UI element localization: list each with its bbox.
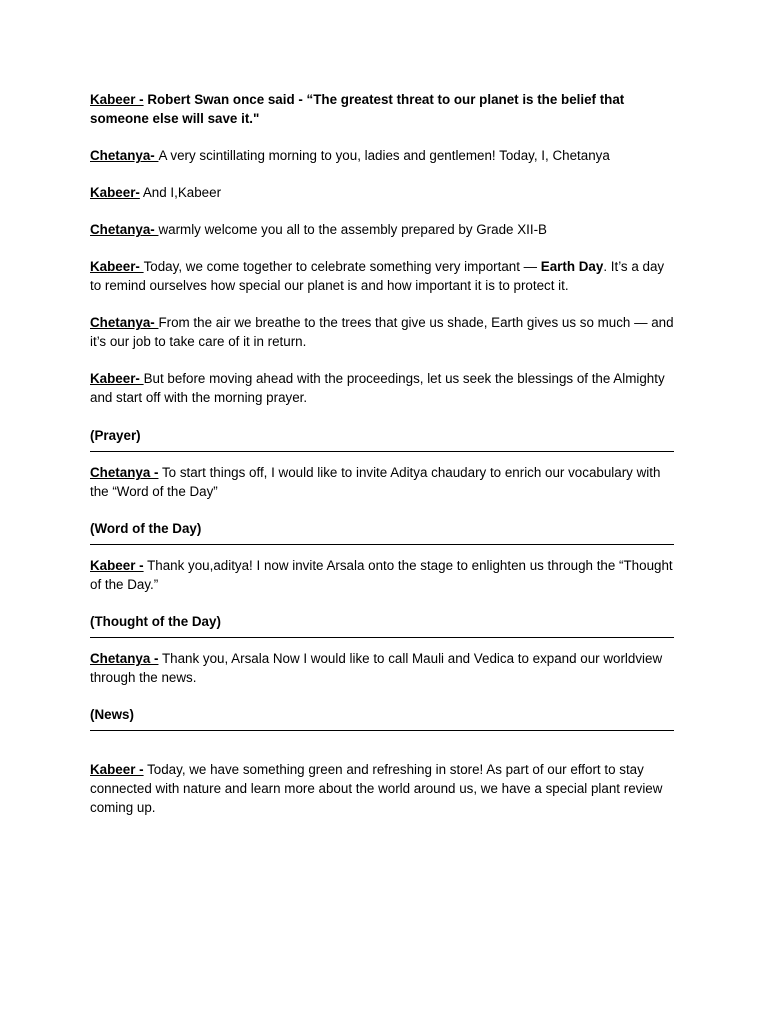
line-text: A very scintillating morning to you, ladies and gentlemen! Today, I, Chetanya bbox=[158, 148, 610, 163]
speaker-label: Kabeer- bbox=[90, 185, 140, 200]
script-line-kabeer-thought-of-day bbox=[90, 556, 674, 594]
line-text: Today, we have something green and refreshing in store! As part of our effort to stay connected with nature and learn more about the world around us, we have a special plant review coming up. bbox=[90, 762, 663, 815]
section-divider bbox=[90, 544, 674, 545]
script-line-kabeer-intro bbox=[90, 183, 674, 202]
script-line-kabeer-prayer-intro bbox=[90, 369, 674, 407]
script-line-chetanya-welcome bbox=[90, 220, 674, 239]
section-divider bbox=[90, 637, 674, 638]
speaker-label: Chetanya- bbox=[90, 222, 159, 237]
section-divider bbox=[90, 451, 674, 452]
section-heading-prayer: (Prayer) bbox=[90, 428, 141, 443]
script-line-chetanya-greeting bbox=[90, 146, 674, 165]
section-heading-thought-of-day: (Thought of the Day) bbox=[90, 614, 221, 629]
speaker-label: Kabeer - bbox=[90, 558, 144, 573]
script-line-kabeer-earth-day bbox=[90, 257, 674, 295]
speaker-label: Kabeer- bbox=[90, 371, 144, 386]
line-text: And I,Kabeer bbox=[142, 185, 222, 200]
speaker-label: Chetanya- bbox=[90, 315, 159, 330]
script-line-chetanya-earth-gives bbox=[90, 313, 674, 351]
section-heading-news: (News) bbox=[90, 707, 134, 722]
quote-text: Robert Swan once said - “The greatest threat to our planet is the belief that someone else will save it." bbox=[90, 92, 625, 126]
line-text: But before moving ahead with the proceedings, let us seek the blessings of the Almighty and start off with the morning prayer. bbox=[90, 371, 665, 405]
speaker-label: Chetanya - bbox=[90, 465, 159, 480]
line-text: warmly welcome you all to the assembly prepared by Grade XII-B bbox=[158, 222, 547, 237]
script-line-chetanya-news bbox=[90, 649, 674, 687]
script-line-kabeer-quote bbox=[90, 90, 674, 128]
speaker-label: Kabeer - bbox=[90, 92, 144, 107]
speaker-label: Chetanya - bbox=[90, 651, 159, 666]
earth-day-emphasis: Earth Day bbox=[540, 259, 604, 274]
line-text: Thank you,aditya! I now invite Arsala onto the stage to enlighten us through the “Thought of the Day.” bbox=[90, 558, 673, 592]
line-text: To start things off, I would like to invite Aditya chaudary to enrich our vocabulary with the “Word of the Day” bbox=[90, 465, 661, 499]
speaker-label: Kabeer- bbox=[90, 259, 144, 274]
line-text: Thank you, Arsala Now I would like to call Mauli and Vedica to expand our worldview through the news. bbox=[90, 651, 663, 685]
speaker-label: Kabeer - bbox=[90, 762, 144, 777]
script-line-chetanya-word-of-day bbox=[90, 463, 674, 501]
line-text: . It’s a day to remind ourselves how special our planet is and how important it is to protect it. bbox=[90, 259, 665, 293]
document-page bbox=[90, 90, 674, 835]
script-line-kabeer-plant-review bbox=[90, 760, 674, 817]
section-heading-word-of-day: (Word of the Day) bbox=[90, 521, 202, 536]
line-text: Today, we come together to celebrate something very important — bbox=[143, 259, 541, 274]
section-divider bbox=[90, 730, 674, 731]
speaker-label: Chetanya- bbox=[90, 148, 159, 163]
line-text: From the air we breathe to the trees that give us shade, Earth gives us so much — and it’s our job to take care of it in return. bbox=[90, 315, 674, 349]
